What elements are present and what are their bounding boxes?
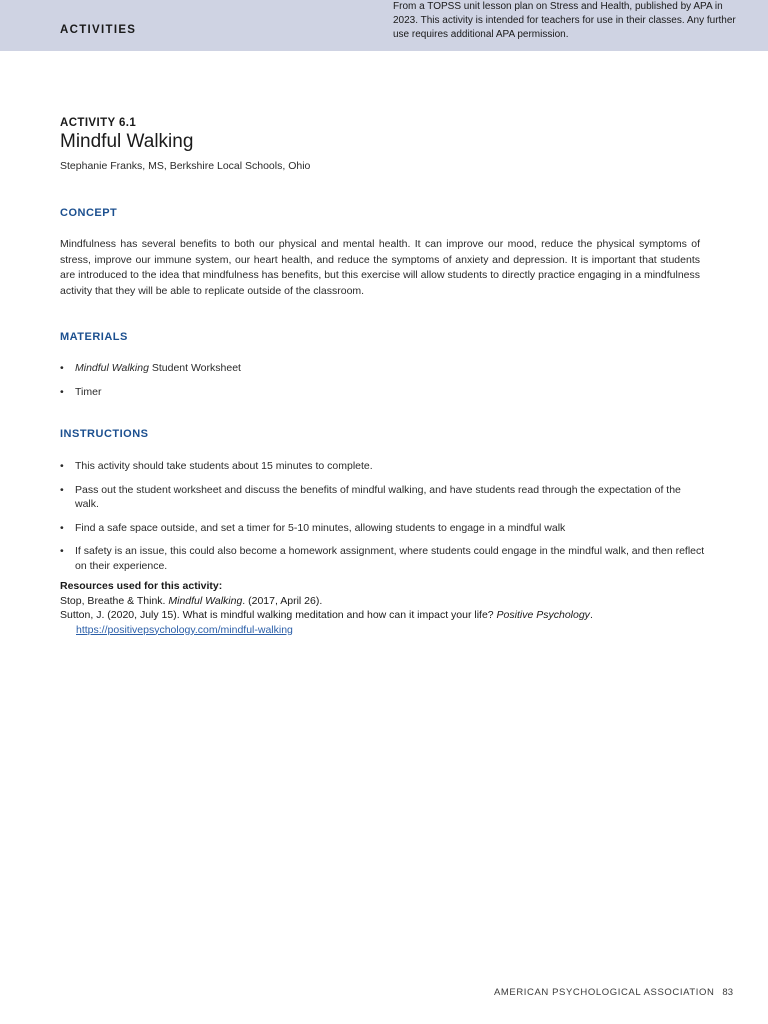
resources-title: Resources used for this activity:	[60, 580, 223, 592]
materials-list	[60, 361, 705, 409]
permission-note: From a TOPSS unit lesson plan on Stress and Health, published by APA in 2023. This activity is intended for teachers for use in their classes. Any further use requires additional APA permission.	[393, 1, 736, 40]
activity-number: ACTIVITY 6.1	[60, 117, 137, 129]
list-item: • Find a safe space outside, and set a timer for 5-10 minutes, allowing students to engage in a mindful walk	[60, 521, 705, 536]
instructions-heading: INSTRUCTIONS	[60, 428, 149, 440]
ref-text: .	[589, 609, 593, 621]
resources-section	[60, 579, 710, 637]
page-number: 83	[722, 987, 733, 998]
reference-1	[60, 594, 710, 609]
concept-heading: CONCEPT	[60, 207, 118, 219]
item-text: Timer	[75, 386, 102, 398]
instructions-list	[60, 459, 705, 582]
list-item	[60, 385, 705, 400]
reference-2	[60, 608, 710, 623]
ref-italic: Mindful Walking	[168, 594, 243, 607]
ref-text: Sutton, J. (2020, July 15). What is mindful walking meditation and how can it impact your life?	[60, 609, 497, 621]
reference-link-line	[60, 623, 710, 638]
page-footer	[494, 987, 733, 998]
item-text: Student Worksheet	[148, 362, 241, 374]
ref-text: Stop, Breathe & Think.	[60, 594, 169, 607]
list-item	[60, 361, 705, 376]
author-line: Stephanie Franks, MS, Berkshire Local Schools, Ohio	[60, 160, 311, 172]
reference-link[interactable]: https://positivepsychology.com/mindful-walking	[76, 623, 293, 636]
materials-heading: MATERIALS	[60, 331, 128, 343]
activity-title: Mindful Walking	[60, 131, 194, 152]
list-item: • If safety is an issue, this could also become a homework assignment, where students could engage in the mindful walk, and then reflect on their experience.	[60, 544, 705, 573]
item-italic: Mindful Walking	[75, 362, 149, 374]
ref-text: . (2017, April 26).	[242, 594, 323, 607]
footer-org: AMERICAN PSYCHOLOGICAL ASSOCIATION	[493, 987, 715, 998]
header-band	[0, 0, 768, 51]
concept-paragraph: Mindfulness has several benefits to both our physical and mental health. It can improve our mood, reduce the physical symptoms of stress, improve our immune system, our heart health, and reduce the symptoms of anxiety and depression. It is important that students are introduced to the idea that mindfulness has benefits, but this exercise will allow students to directly practice engaging in a mindfulness activity that they will be able to replicate outside of the classroom.	[60, 238, 700, 297]
list-item: • This activity should take students about 15 minutes to complete.	[60, 459, 705, 474]
list-item: • Pass out the student worksheet and discuss the benefits of mindful walking, and have students read through the expectation of the walk.	[60, 483, 705, 512]
section-label: ACTIVITIES	[60, 24, 137, 36]
ref-italic: Positive Psychology	[496, 609, 590, 621]
